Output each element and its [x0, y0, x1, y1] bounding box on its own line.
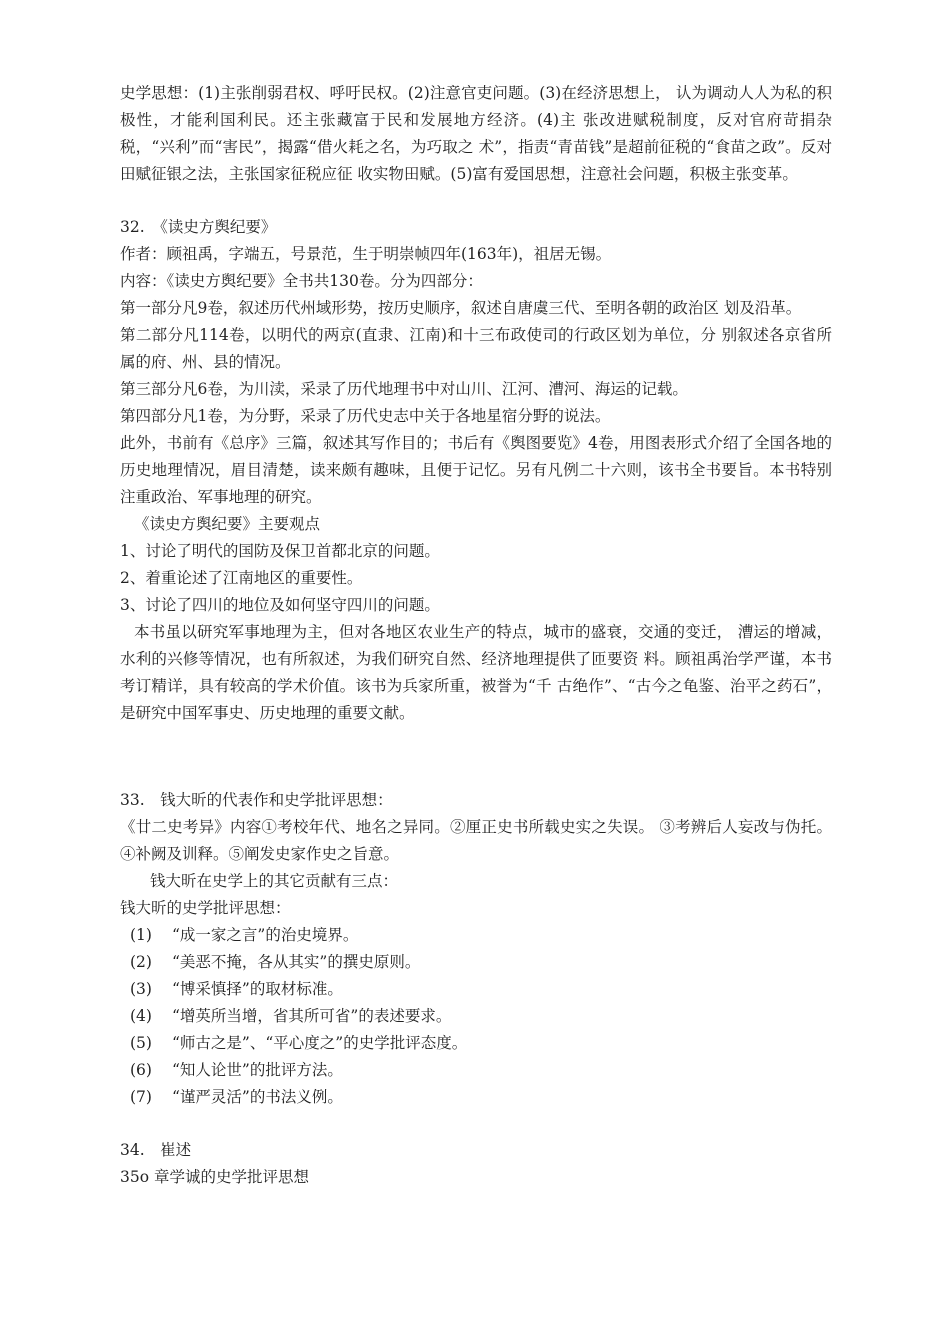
list-item — [120, 1003, 832, 1030]
list-item-number: (3) — [130, 980, 152, 998]
list-item-text: “增英所当增，省其所可省”的表述要求。 — [172, 1007, 452, 1025]
list-item-number: (6) — [130, 1061, 152, 1079]
list-item-text: “博采慎择”的取材标准。 — [172, 980, 343, 998]
list-item — [120, 1057, 832, 1084]
list-item-text: “成一家之言”的治史境界。 — [172, 926, 359, 944]
section-32-view-3: 3、讨论了四川的地位及如何坚守四川的问题。 — [120, 596, 440, 614]
document-page — [120, 80, 832, 1191]
list-item-number: (5) — [130, 1034, 152, 1052]
section-32-heading: 32. 《读史方舆纪要》 — [120, 218, 277, 236]
section-32-part4: 第四部分凡1卷，为分野，采录了历代史志中关于各地星宿分野的说法。 — [120, 407, 611, 425]
section-32-author: 作者：顾祖禹，字端五，号景范，生于明崇帧四年(163年)，祖居无锡。 — [120, 245, 612, 263]
section-34-heading: 34. 崔述 — [120, 1141, 192, 1159]
list-item — [120, 922, 832, 949]
list-item-number: (1) — [130, 926, 152, 944]
section-32-part2: 第二部分凡114卷，以明代的两京(直隶、江南)和十三布政使司的行政区划为单位，分 别叙述各京省所属的府、州、县的情况。 — [120, 326, 832, 371]
list-item — [120, 1084, 832, 1111]
section-32-view-2: 2、着重论述了江南地区的重要性。 — [120, 569, 363, 587]
section-33-heading: 33. 钱大昕的代表作和史学批评思想： — [120, 791, 393, 809]
section-32-content: 内容：《读史方舆纪要》全书共130卷。分为四部分： — [120, 272, 483, 290]
section-32-views-title: 《读史方舆纪要》主要观点 — [134, 515, 321, 533]
section-33-critique-title: 钱大昕的史学批评思想： — [120, 899, 291, 917]
list-item-text: “谨严灵活”的书法义例。 — [172, 1088, 343, 1106]
list-item-text: “师古之是”、“平心度之”的史学批评态度。 — [172, 1034, 468, 1052]
list-item-number: (2) — [130, 953, 152, 971]
critique-list — [120, 922, 832, 1111]
section-32-view-1: 1、讨论了明代的国防及保卫首都北京的问题。 — [120, 542, 440, 560]
section-32-summary: 本书虽以研究军事地理为主，但对各地区农业生产的特点，城市的盛衰，交通的变迁， 漕运的增减，水利的兴修等情况，也有所叙述，为我们研究自然、经济地理提供了匝要资 料。顾祖禹治学严谨，本书考订精详，具有较高的学术价值。该书为兵家所重，被誉为“千 古绝作”、“古今之龟鉴、治平之药石”，是研究中国军事史、历史地理的重要文献。 — [120, 623, 832, 722]
list-item-text: “美恶不掩，各从其实”的撰史原则。 — [172, 953, 421, 971]
section-33-contrib: 钱大昕在史学上的其它贡献有三点： — [150, 872, 399, 890]
intro-paragraph: 史学思想：(1)主张削弱君权、呼吁民权。(2)注意官吏问题。(3)在经济思想上， 认为调动人人为私的积极性，才能利国利民。还主张藏富于民和发展地方经济。(4)主 张改进赋税制度，反对官府苛捐杂税，“兴利”而“害民”，揭露“借火耗之名，为巧取之 术”，指责“青苗钱”是超前征税的“食苗之政”。反对田赋征银之法，主张国家征税应征 收实物田赋。(5)富有爱国思想，注意社会问题，积极主张变革。 — [120, 84, 832, 183]
list-item — [120, 976, 832, 1003]
list-item-text: “知人论世”的批评方法。 — [172, 1061, 343, 1079]
section-32-extra: 此外，书前有《总序》三篇，叙述其写作目的；书后有《舆图要览》4卷，用图表形式介绍了全国各地的历史地理情况，眉目清楚，读来颇有趣味，且便于记忆。另有凡例二十六则，该书全书要旨。本书特别注重政治、军事地理的研究。 — [120, 434, 832, 506]
section-35-heading: 35o 章学诚的史学批评思想 — [120, 1168, 309, 1186]
section-32-part1: 第一部分凡9卷，叙述历代州域形势，按历史顺序，叙述自唐虞三代、至明各朝的政治区 划及沿革。 — [120, 299, 802, 317]
list-item-number: (4) — [130, 1007, 152, 1025]
section-33-content: 《廿二史考异》内容①考校年代、地名之异同。②厘正史书所载史实之失误。 ③考辨后人妄改与伪托。④补阙及训释。⑤阐发史家作史之旨意。 — [120, 818, 832, 863]
list-item — [120, 949, 832, 976]
section-32-part3: 第三部分凡6卷，为川渎，采录了历代地理书中对山川、江河、漕河、海运的记载。 — [120, 380, 688, 398]
list-item — [120, 1030, 832, 1057]
list-item-number: (7) — [130, 1088, 152, 1106]
